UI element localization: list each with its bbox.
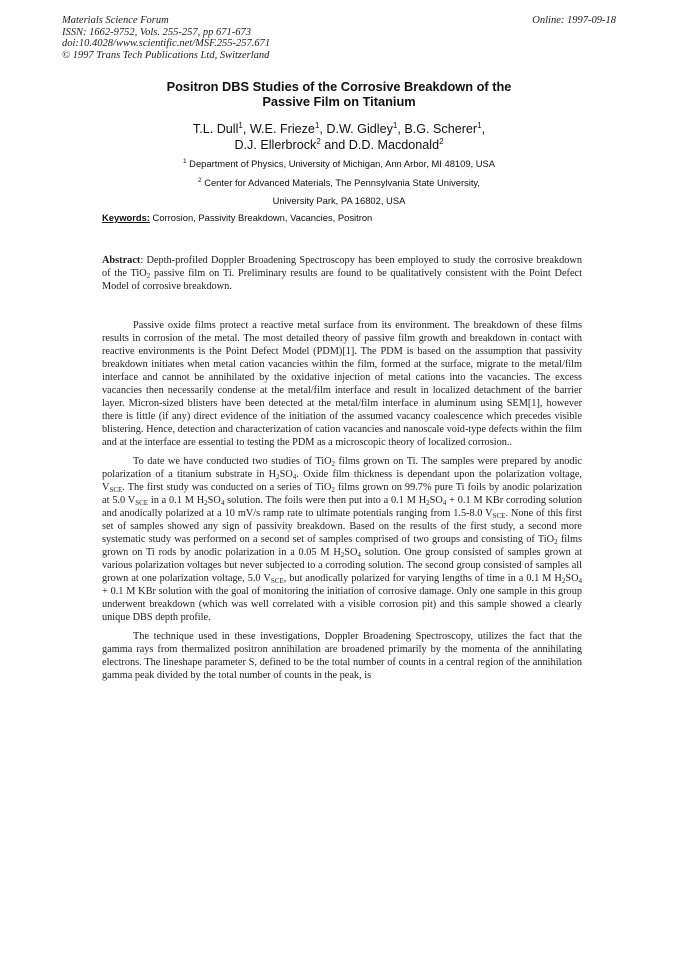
- abstract-segment: passive film on Ti. Preliminary results are found to be qualitatively consistent with the Point Defect Model of corrosive breakdown.: [102, 268, 582, 292]
- affiliation-2: [100, 174, 578, 193]
- title-line-1: Positron DBS Studies of the Corrosive Breakdown of the: [166, 79, 512, 94]
- affiliation-1: [100, 155, 578, 174]
- subscript: 2: [554, 538, 558, 546]
- subscript: SCE: [270, 577, 284, 585]
- subscript: 2: [331, 486, 335, 494]
- affiliation-mark: 1: [314, 120, 320, 130]
- affiliation-mark: 2: [316, 136, 321, 146]
- subscript: SCE: [109, 486, 123, 494]
- subscript: 4: [292, 473, 297, 481]
- affiliation-mark: 1: [392, 120, 398, 130]
- text-segment: SO: [207, 495, 221, 506]
- subscript: 2: [204, 499, 208, 507]
- author-line-1: T.L. Dull$^1$, W.E. Frieze$^1$, D.W. Gidley$^1$, B.G. Scherer$^1$,: [192, 120, 486, 136]
- keywords-text: Corrosion, Passivity Breakdown, Vacancies, Positron: [152, 212, 373, 223]
- text-segment: + 0.1 M KBr solution with the goal of monitoring the initiation of corrosive damage. Only one sample in this group underwent breakdown (which was well correlated with a visible corrosion pit) and this sample showed a clearly unique DBS depth profile.: [102, 586, 582, 623]
- text-segment: solution. One group consisted of samples grown at various polarization voltages but never subjected to a corroding solution. The second group consisted of samples all grown at one polarization voltage, 5.0 V: [102, 547, 582, 584]
- text-segment: films grown on Ti rods by anodic polarization in a 0.05 M H: [102, 534, 582, 558]
- subscript: 2: [331, 460, 336, 468]
- subscript: 2: [340, 551, 345, 559]
- subscript: 2: [146, 272, 151, 280]
- author-name: D.D. Macdonald: [348, 138, 440, 152]
- author-name: T.L. Dull: [192, 122, 239, 136]
- title-line-2: Passive Film on Titanium: [262, 94, 416, 109]
- text-segment: films grown on 99.7% pure Ti foils by anodic polarization at 5.0 V: [102, 482, 582, 506]
- affiliation-mark: 1: [477, 120, 482, 130]
- affiliation-text: Center for Advanced Materials, The Pennsylvania State University,: [204, 176, 481, 188]
- text-segment: solution. The foils were then put into a 0.1 M H: [224, 495, 427, 506]
- subscript: 4: [220, 499, 225, 507]
- journal-name: Materials Science Forum: [62, 15, 169, 26]
- abstract-text: [102, 254, 582, 293]
- issn-line: ISSN: 1662-9752, Vols. 255-257, pp 671-673: [62, 26, 251, 38]
- text-segment: SO: [344, 547, 358, 558]
- copyright-line: © 1997 Trans Tech Publications Ltd, Switzerland: [62, 49, 270, 61]
- author-name: B.G. Scherer: [404, 122, 478, 136]
- journal-header: [62, 15, 462, 61]
- text-segment: . The first study was conducted on a series of TiO: [122, 482, 332, 493]
- paper-title: [110, 79, 568, 109]
- affiliations: [100, 155, 578, 211]
- subscript: 4: [442, 499, 447, 507]
- author-list: [100, 121, 578, 153]
- text-segment: films grown on Ti. The samples were prepared by anodic polarization of a titanium substrate in H: [102, 456, 582, 480]
- author-name: W.E. Frieze: [249, 122, 315, 136]
- text-segment: in a 0.1 M H: [148, 495, 205, 506]
- text-segment: . Oxide film thickness is dependant upon the polarization voltage, V: [102, 469, 582, 493]
- affiliation-text: Department of Physics, University of Michigan, Ann Arbor, MI 48109, USA: [189, 158, 496, 169]
- abstract-segment: : Depth-profiled Doppler Broadening Spectroscopy has been employed to study the corrosive breakdown of the TiO: [102, 255, 582, 279]
- paragraph-3: The technique used in these investigations, Doppler Broadening Spectroscopy, utilizes the fact that the gamma rays from thermalized positron annihilation are broadened primarily by the momenta of the annihilating electrons. The lineshape parameter S, defined to be the total number of counts in a central region of the annihilation gamma peak divided by the total number of counts in the peak, is: [102, 631, 582, 681]
- text-segment: , but anodically polarized for varying lengths of time in a 0.1 M H: [283, 573, 562, 584]
- subscript: 4: [578, 577, 583, 585]
- text-segment: SO: [279, 469, 293, 480]
- affiliation-address: University Park, PA 16802, USA: [272, 195, 406, 206]
- affiliation-mark: 2: [197, 176, 202, 184]
- text-segment: SO: [565, 573, 579, 584]
- online-date: Online: 1997-09-18: [532, 15, 616, 26]
- author-name: D.J. Ellerbrock: [234, 138, 317, 152]
- text-segment: . None of this first set of samples showed any sign of passivity breakdown. Based on the results of the first study, a second more systematic study was performed on a second set of samples comprised of two groups and consisting of TiO: [102, 508, 582, 545]
- abstract: [102, 254, 582, 293]
- text-segment: To date we have conducted two studies of TiO: [133, 456, 332, 467]
- subscript: 2: [426, 499, 430, 507]
- author-name: D.W. Gidley: [326, 122, 393, 136]
- subscript: SCE: [492, 512, 506, 520]
- author-line-2: D.J. Ellerbrock$^2$ and D.D. Macdonald$^2$: [234, 136, 444, 152]
- subscript: SCE: [135, 499, 149, 507]
- affiliation-mark: 1: [238, 120, 243, 130]
- keywords-line: [102, 212, 582, 224]
- text-segment: SO: [429, 495, 443, 506]
- affiliation-mark: 1: [182, 157, 187, 165]
- subscript: 4: [357, 551, 361, 559]
- body-section: [102, 319, 582, 682]
- keywords-label: Keywords:: [102, 212, 150, 223]
- text-segment: + 0.1 M KBr corroding solution and anodically polarized at a 10 mV/s ramp rate to ultimate potentials ranging from 1.5-8.0 V: [102, 495, 582, 519]
- paragraph-1: Passive oxide films protect a reactive metal surface from its environment. The breakdown of these films results in corrosion of the metal. The most detailed theory of passive film growth and breakdown in contact with reactive environments is the Point Defect Model (PDM)[1]. The PDM is based on the assumption that passivity breakdown initiates when metal cation vacancies within the film, formed at the surface, migrate to the metal/film interface and cannot be annihilated by the oxidative injection of metal cations into the vacancies. The excess vacancies then necessarily condense at the metal/film interface and result in localized detachment of the barrier layer. Micron-sized blisters have been detected at the metal/film interface in aluminum using SEM[1], however there is little (if any) direct evidence of the initiation of the assumed vacancy coalescence which precedes visible blistering. Hence, detection and characterization of cation vacancies and nanoscale void-type defects within the film and at the interface are essential to testing the PDM as a microscopic theory of localized corrosion..: [102, 320, 582, 448]
- abstract-label: Abstract: [102, 255, 141, 266]
- paragraph-2: [102, 455, 582, 624]
- subscript: 2: [276, 473, 280, 481]
- affiliation-mark: 2: [439, 136, 444, 146]
- doi-line[interactable]: doi:10.4028/www.scientific.net/MSF.255-257.671: [62, 38, 271, 50]
- subscript: 2: [561, 577, 566, 585]
